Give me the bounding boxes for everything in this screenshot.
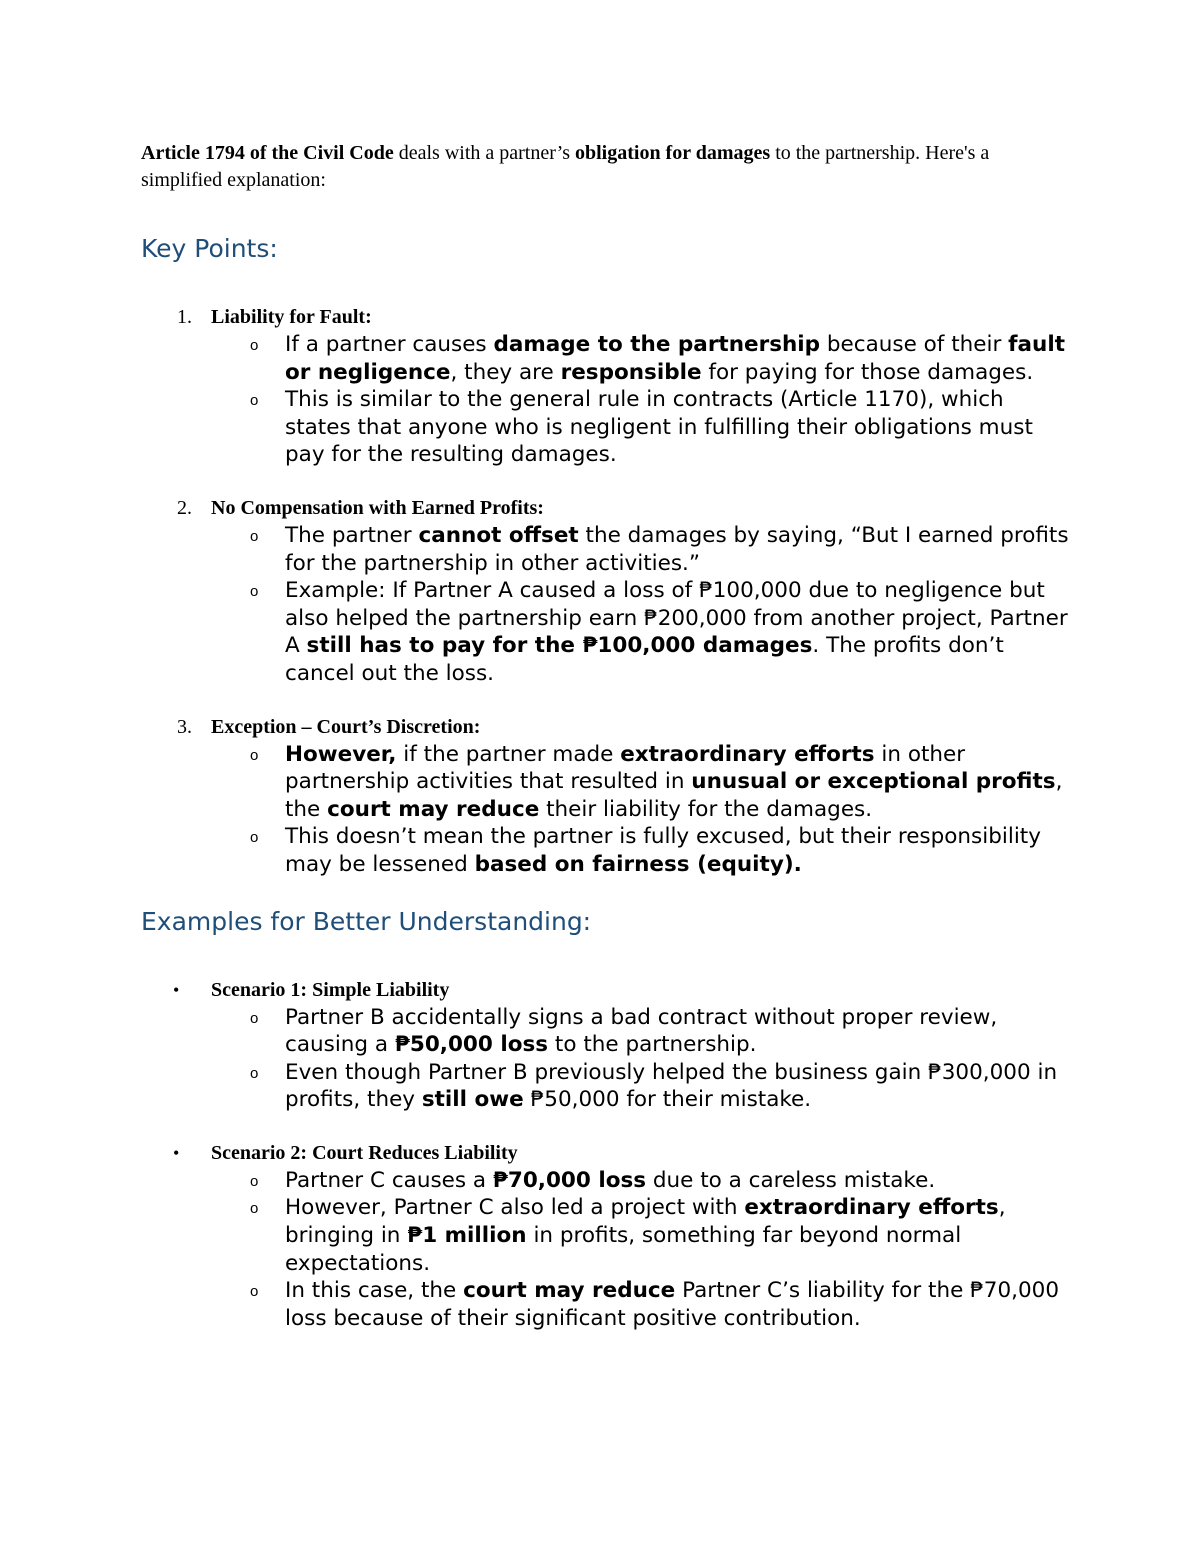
bold-run: responsible	[560, 359, 702, 385]
text-run: Example: If Partner A caused a loss of ₱100,000 due to negligence but also helped the partnership earn ₱200,000 from another project, Partner A	[285, 578, 1068, 659]
key-point-item	[141, 495, 1071, 688]
bold-run: extraordinary efforts	[620, 741, 875, 767]
sub-list-item	[141, 741, 1071, 824]
bullet-icon: •	[173, 1142, 180, 1163]
document-page	[141, 140, 1071, 1332]
sub-list-item	[141, 331, 1071, 386]
text-run: because of their	[820, 332, 1009, 357]
bold-run: unusual or exceptional profits	[691, 769, 1056, 795]
text-run: in profits, something far beyond normal expectations.	[285, 1223, 962, 1276]
text-run: The partner	[285, 522, 419, 548]
sub-list-item	[141, 577, 1071, 687]
key-point-number: 1.	[177, 306, 192, 328]
text-run: to the partnership.	[548, 1032, 757, 1058]
key-points-heading: Key Points:	[141, 234, 278, 263]
text-run: due to a careless mistake.	[646, 1167, 936, 1193]
bold-run: fault or negligence	[285, 332, 1065, 385]
sub-list-item	[141, 823, 1071, 878]
text-run: ₱50,000 for their mistake.	[523, 1087, 812, 1113]
circle-bullet-icon: o	[250, 583, 259, 601]
intro-text-1: deals with a partner’s	[393, 142, 575, 164]
circle-bullet-icon: o	[250, 1283, 259, 1301]
key-points-list	[141, 304, 1071, 879]
sub-list-item	[141, 1194, 1071, 1277]
sub-list	[211, 741, 1071, 879]
bold-run: ₱70,000 loss	[492, 1167, 647, 1193]
text-run: Even though Partner B previously helped the business gain ₱300,000 in profits, they	[285, 1059, 1058, 1113]
text-run: , they are	[450, 359, 561, 385]
text-run: for paying for those damages.	[701, 359, 1034, 385]
intro-paragraph	[141, 140, 1071, 194]
scenarios-list	[141, 977, 1071, 1333]
sub-list	[211, 522, 1071, 688]
circle-bullet-icon: o	[250, 527, 259, 545]
bold-run: still has to pay for the ₱100,000 damages	[306, 633, 813, 659]
bold-run: court may reduce	[327, 796, 540, 822]
circle-bullet-icon: o	[250, 746, 259, 764]
sub-list-item	[141, 1004, 1071, 1059]
text-run: Partner B accidentally signs a bad contract without proper review, causing a	[285, 1004, 998, 1058]
circle-bullet-icon: o	[250, 337, 259, 354]
circle-bullet-icon: o	[250, 1009, 259, 1027]
circle-bullet-icon: o	[250, 1200, 259, 1218]
sub-list	[211, 1167, 1071, 1333]
intro-bold-obligation: obligation for damages	[574, 142, 771, 164]
text-run: in other partnership activities that resulted in	[285, 741, 966, 795]
bold-run: However,	[285, 741, 397, 767]
intro-bold-article: Article 1794 of the Civil Code	[141, 142, 394, 164]
text-run: the damages by saying, “But I earned profits for the partnership in other activities.”	[285, 522, 1069, 576]
text-run: their liability for the damages.	[539, 796, 873, 822]
key-point-item	[141, 714, 1071, 879]
bold-run: court may reduce	[463, 1278, 676, 1304]
sub-list	[211, 1004, 1071, 1114]
scenario-item	[141, 977, 1071, 1114]
bold-run: damage to the partnership	[493, 332, 821, 357]
sub-list	[211, 331, 1071, 469]
sub-list-item	[141, 1167, 1071, 1195]
circle-bullet-icon: o	[250, 392, 259, 410]
circle-bullet-icon: o	[250, 829, 259, 847]
circle-bullet-icon: o	[250, 1064, 259, 1082]
bold-run: based on fairness (equity).	[474, 851, 802, 877]
sub-list-item	[141, 1059, 1071, 1114]
examples-heading: Examples for Better Understanding:	[141, 906, 592, 936]
scenario-item	[141, 1140, 1071, 1333]
key-point-number: 2.	[177, 496, 192, 519]
sub-list-item	[141, 386, 1071, 469]
intro-text-2: to the partnership. Here's a simplified explanation:	[141, 142, 990, 191]
text-run: This doesn’t mean the partner is fully excused, but their responsibility may be lessened	[285, 824, 1041, 877]
circle-bullet-icon: o	[250, 1172, 259, 1190]
bold-run: cannot offset	[418, 522, 579, 548]
text-run: In this case, the	[285, 1278, 464, 1304]
text-run: if the partner made	[396, 741, 621, 767]
sub-list-item	[141, 522, 1071, 577]
key-point-title: Liability for Fault:	[211, 306, 372, 328]
text-run: This is similar to the general rule in contracts (Article 1170), which states that anyone who is negligent in fulfilling their obligations must pay for the resulting damages.	[285, 387, 1033, 468]
key-point-number: 3.	[177, 715, 192, 738]
text-run: However, Partner C also led a project with	[285, 1195, 745, 1221]
bold-run: ₱1 million	[407, 1223, 527, 1249]
text-run: , bringing in	[285, 1195, 1006, 1249]
text-run: Partner C causes a	[285, 1167, 493, 1193]
text-run: , the	[285, 769, 1063, 822]
key-point-item	[141, 304, 1071, 469]
bullet-icon: •	[173, 979, 180, 1000]
bold-run: extraordinary efforts	[744, 1195, 999, 1221]
key-point-title: Exception – Court’s Discretion:	[211, 715, 481, 738]
text-run: Partner C’s liability for the ₱70,000 loss because of their significant positive contribution.	[285, 1278, 1060, 1331]
text-run: . The profits don’t cancel out the loss.	[285, 633, 1004, 686]
scenario-title: Scenario 2: Court Reduces Liability	[211, 1141, 518, 1164]
bold-run: still owe	[421, 1087, 524, 1113]
sub-list-item	[141, 1277, 1071, 1332]
key-point-title: No Compensation with Earned Profits:	[211, 496, 544, 519]
text-run: If a partner causes	[285, 332, 494, 357]
scenario-title: Scenario 1: Simple Liability	[211, 978, 450, 1001]
bold-run: ₱50,000 loss	[394, 1032, 549, 1058]
